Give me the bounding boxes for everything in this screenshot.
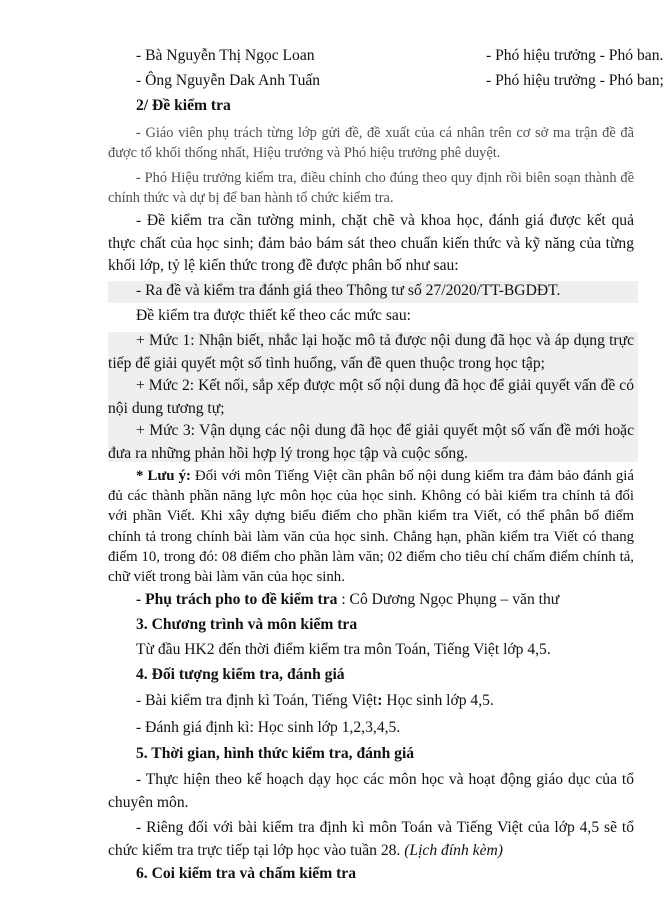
committee-member-1: [108, 45, 664, 68]
paragraph-level-1: + Mức 1: Nhận biết, nhắc lại hoặc mô tả được nội dung đã học và áp dụng trực tiếp để giải quyết một số tình huống, vấn đề quen thuộc trong học tập;: [108, 332, 634, 372]
note-label: * Lưu ý:: [136, 468, 191, 484]
paragraph-teacher-submission: - Giáo viên phụ trách từng lớp gửi đề, đề xuất của cá nhân trên cơ sở ma trận đề đã được tổ khối thống nhất, Hiệu trưởng và Phó hiệu trưởng phê duyệt.: [108, 125, 634, 161]
photocopy-person: : Cô Dương Ngọc Phụng – văn thư: [337, 591, 560, 608]
paragraph-photocopy-responsible: [108, 589, 634, 612]
section-heading-time-format: 5. Thời gian, hình thức kiểm tra, đánh giá: [136, 745, 415, 762]
committee-member-role: - Phó hiệu trưởng - Phó ban.: [486, 47, 664, 64]
grade-4-5-exam-text: - Riêng đối với bài kiểm tra định kì môn Toán và Tiếng Việt của lớp 4,5 sẽ tổ chức kiểm tra trực tiếp tại lớp học vào tuần 28.: [108, 819, 634, 859]
paragraph-level-2: + Mức 2: Kết nối, sắp xếp được một số nội dung đã học để giải quyết vấn đề có nội dung tương tự;: [108, 377, 634, 417]
periodic-exam-colon: :: [377, 692, 383, 709]
section-heading-proctoring-grading: 6. Coi kiểm tra và chấm kiểm tra: [136, 865, 357, 882]
section-heading-program: 3. Chương trình và môn kiểm tra: [136, 616, 358, 633]
paragraph-circular-reference: - Ra đề và kiểm tra đánh giá theo Thông tư số 27/2020/TT-BGDĐT.: [136, 282, 561, 299]
committee-member-role: - Phó hiệu trưởng - Phó ban;: [486, 72, 664, 89]
periodic-exam-label: - Bài kiểm tra định kì Toán, Tiếng Việt: [136, 692, 378, 709]
section-heading-exam: 2/ Đề kiểm tra: [136, 97, 231, 114]
committee-member-name: - Bà Nguyễn Thị Ngọc Loan: [136, 47, 315, 64]
paragraph-periodic-exam-students: [108, 690, 634, 713]
note-text: Đối với môn Tiếng Việt cần phân bố nội dung kiểm tra đảm bảo đánh giá đủ các thành phần năng lực môn học của học sinh. Không có bài kiểm tra chính tả đối với phần Viết. Khi xây dựng biểu điểm cho phần kiểm tra Viết, có thể phân bố điểm chính tả trong chính bài làm văn của học sinh. Chẳng hạn, phần kiểm tra Viết có thang điểm 10, trong đó: 08 điểm cho phần làm văn; 02 điểm cho tiêu chí chấm điểm chính tả, chữ viết trong bài làm văn của học sinh.: [108, 468, 634, 586]
paragraph-level-3: + Mức 3: Vận dụng các nội dung đã học để giải quyết một số vấn đề mới hoặc đưa ra những phản hồi hợp lý trong học tập và cuộc sống.: [108, 422, 634, 462]
paragraph-vice-principal-review: - Phó Hiệu trưởng kiểm tra, điều chỉnh cho đúng theo quy định rồi biên soạn thành đề chính thức và dự bị để ban hành tổ chức kiểm tra.: [108, 170, 634, 206]
paragraph-levels-intro: Đề kiểm tra được thiết kế theo các mức sau:: [136, 307, 411, 324]
paragraph-teaching-plan: - Thực hiện theo kế hoạch dạy học các môn học và hoạt động giáo dục của tổ chuyên môn.: [108, 771, 634, 811]
section-heading-subjects: 4. Đối tượng kiểm tra, đánh giá: [136, 666, 345, 683]
paragraph-vietnamese-note: [108, 466, 634, 587]
paragraph-program-scope: Từ đầu HK2 đến thời điểm kiểm tra môn Toán, Tiếng Việt lớp 4,5.: [136, 641, 551, 658]
photocopy-label: - Phụ trách pho to đề kiểm tra: [136, 591, 338, 608]
schedule-attached-note: (Lịch đính kèm): [404, 841, 503, 859]
periodic-exam-students: Học sinh lớp 4,5.: [382, 692, 494, 709]
paragraph-exam-requirements: - Đề kiểm tra cần tường minh, chặt chẽ và khoa học, đánh giá được kết quả thực chất của học sinh; đảm bảo bám sát theo chuẩn kiến thức và kỹ năng của từng khối lớp, tỷ lệ kiến thức trong đề được phân bố như sau:: [108, 212, 634, 275]
paragraph-grade-4-5-exam: [108, 817, 634, 862]
committee-member-2: [108, 70, 664, 93]
paragraph-periodic-assessment-students: - Đánh giá định kì: Học sinh lớp 1,2,3,4,5.: [136, 719, 401, 736]
committee-member-name: - Ông Nguyễn Dak Anh Tuấn: [136, 72, 321, 89]
